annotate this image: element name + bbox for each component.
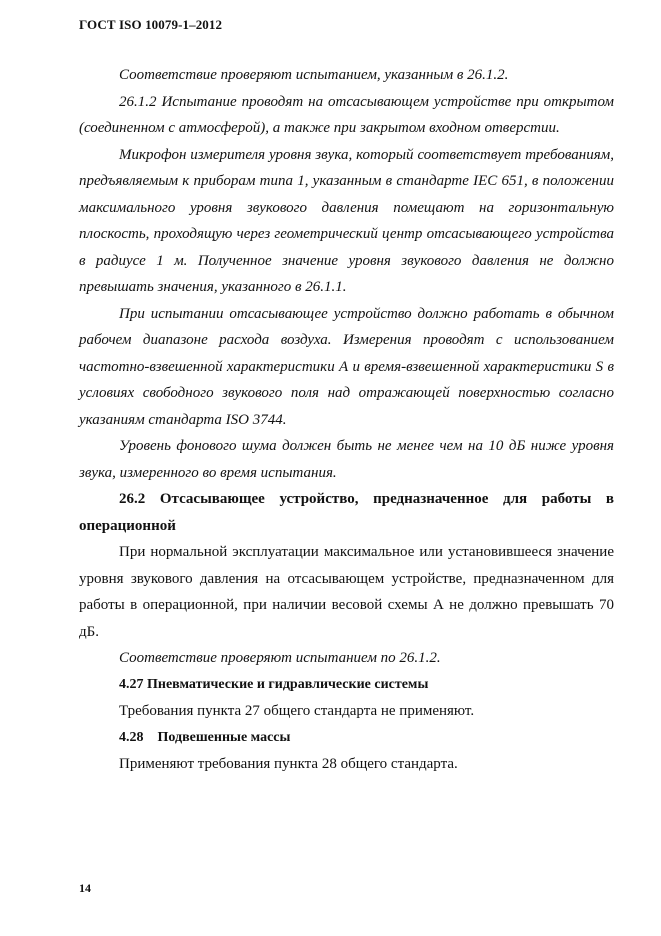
section-heading-26-2: 26.2 Отсасывающее устройство, предназначенное для работы в операционной (79, 491, 614, 534)
page-number: 14 (79, 881, 91, 895)
section-heading-4-27: 4.27 Пневматические и гидравлические системы (119, 676, 429, 692)
paragraph-test-conditions: При испытании отсасывающее устройство должно работать в обычном рабочем диапазоне расхода воздуха. Измерения проводят с использованием частотно-взвешенной характеристики А и время-взвешенной характеристики S в условиях свободного звукового поля над отражающей поверхностью согласно указаниям стандарта ISO 3744. (79, 305, 614, 428)
section-number-4-28: 4.28 (119, 729, 144, 745)
document-header: ГОСТ ISO 10079-1–2012 (79, 17, 223, 32)
paragraph-microphone: Микрофон измерителя уровня звука, который соответствует требованиям, предъявляемым к приборам типа 1, указанным в стандарте IEC 651, в положении максимального уровня звукового давления помещают на горизонтальную плоскость, проходящую через геометрический центр отсасывающего устройства в радиусе 1 м. Полученное значение уровня звукового давления не должно превышать значения, указанного в 26.1.1. (79, 146, 614, 295)
page-body (79, 62, 614, 778)
paragraph-compliance-1: Соответствие проверяют испытанием, указанным в 26.1.2. (119, 67, 509, 83)
paragraph-operating-room: При нормальной эксплуатации максимальное или установившееся значение уровня звукового давления на отсасывающем устройстве, предназначенном для работы в операционной, при наличии весовой схемы А не должно превышать 70 дБ. (79, 544, 614, 640)
paragraph-4-28: Применяют требования пункта 28 общего стандарта. (119, 756, 458, 772)
paragraph-26-1-2: 26.1.2 Испытание проводят на отсасывающем устройстве при открытом (соединенном с атмосферой), а также при закрытом входном отверстии. (79, 93, 614, 136)
paragraph-background-noise: Уровень фонового шума должен быть не менее чем на 10 дБ ниже уровня звука, измеренного во время испытания. (79, 438, 614, 481)
section-title-4-28: Подвешенные массы (157, 729, 291, 745)
section-heading-4-28 (79, 725, 614, 752)
paragraph-compliance-2: Соответствие проверяют испытанием по 26.1.2. (119, 650, 441, 666)
paragraph-4-27: Требования пункта 27 общего стандарта не применяют. (119, 703, 475, 719)
